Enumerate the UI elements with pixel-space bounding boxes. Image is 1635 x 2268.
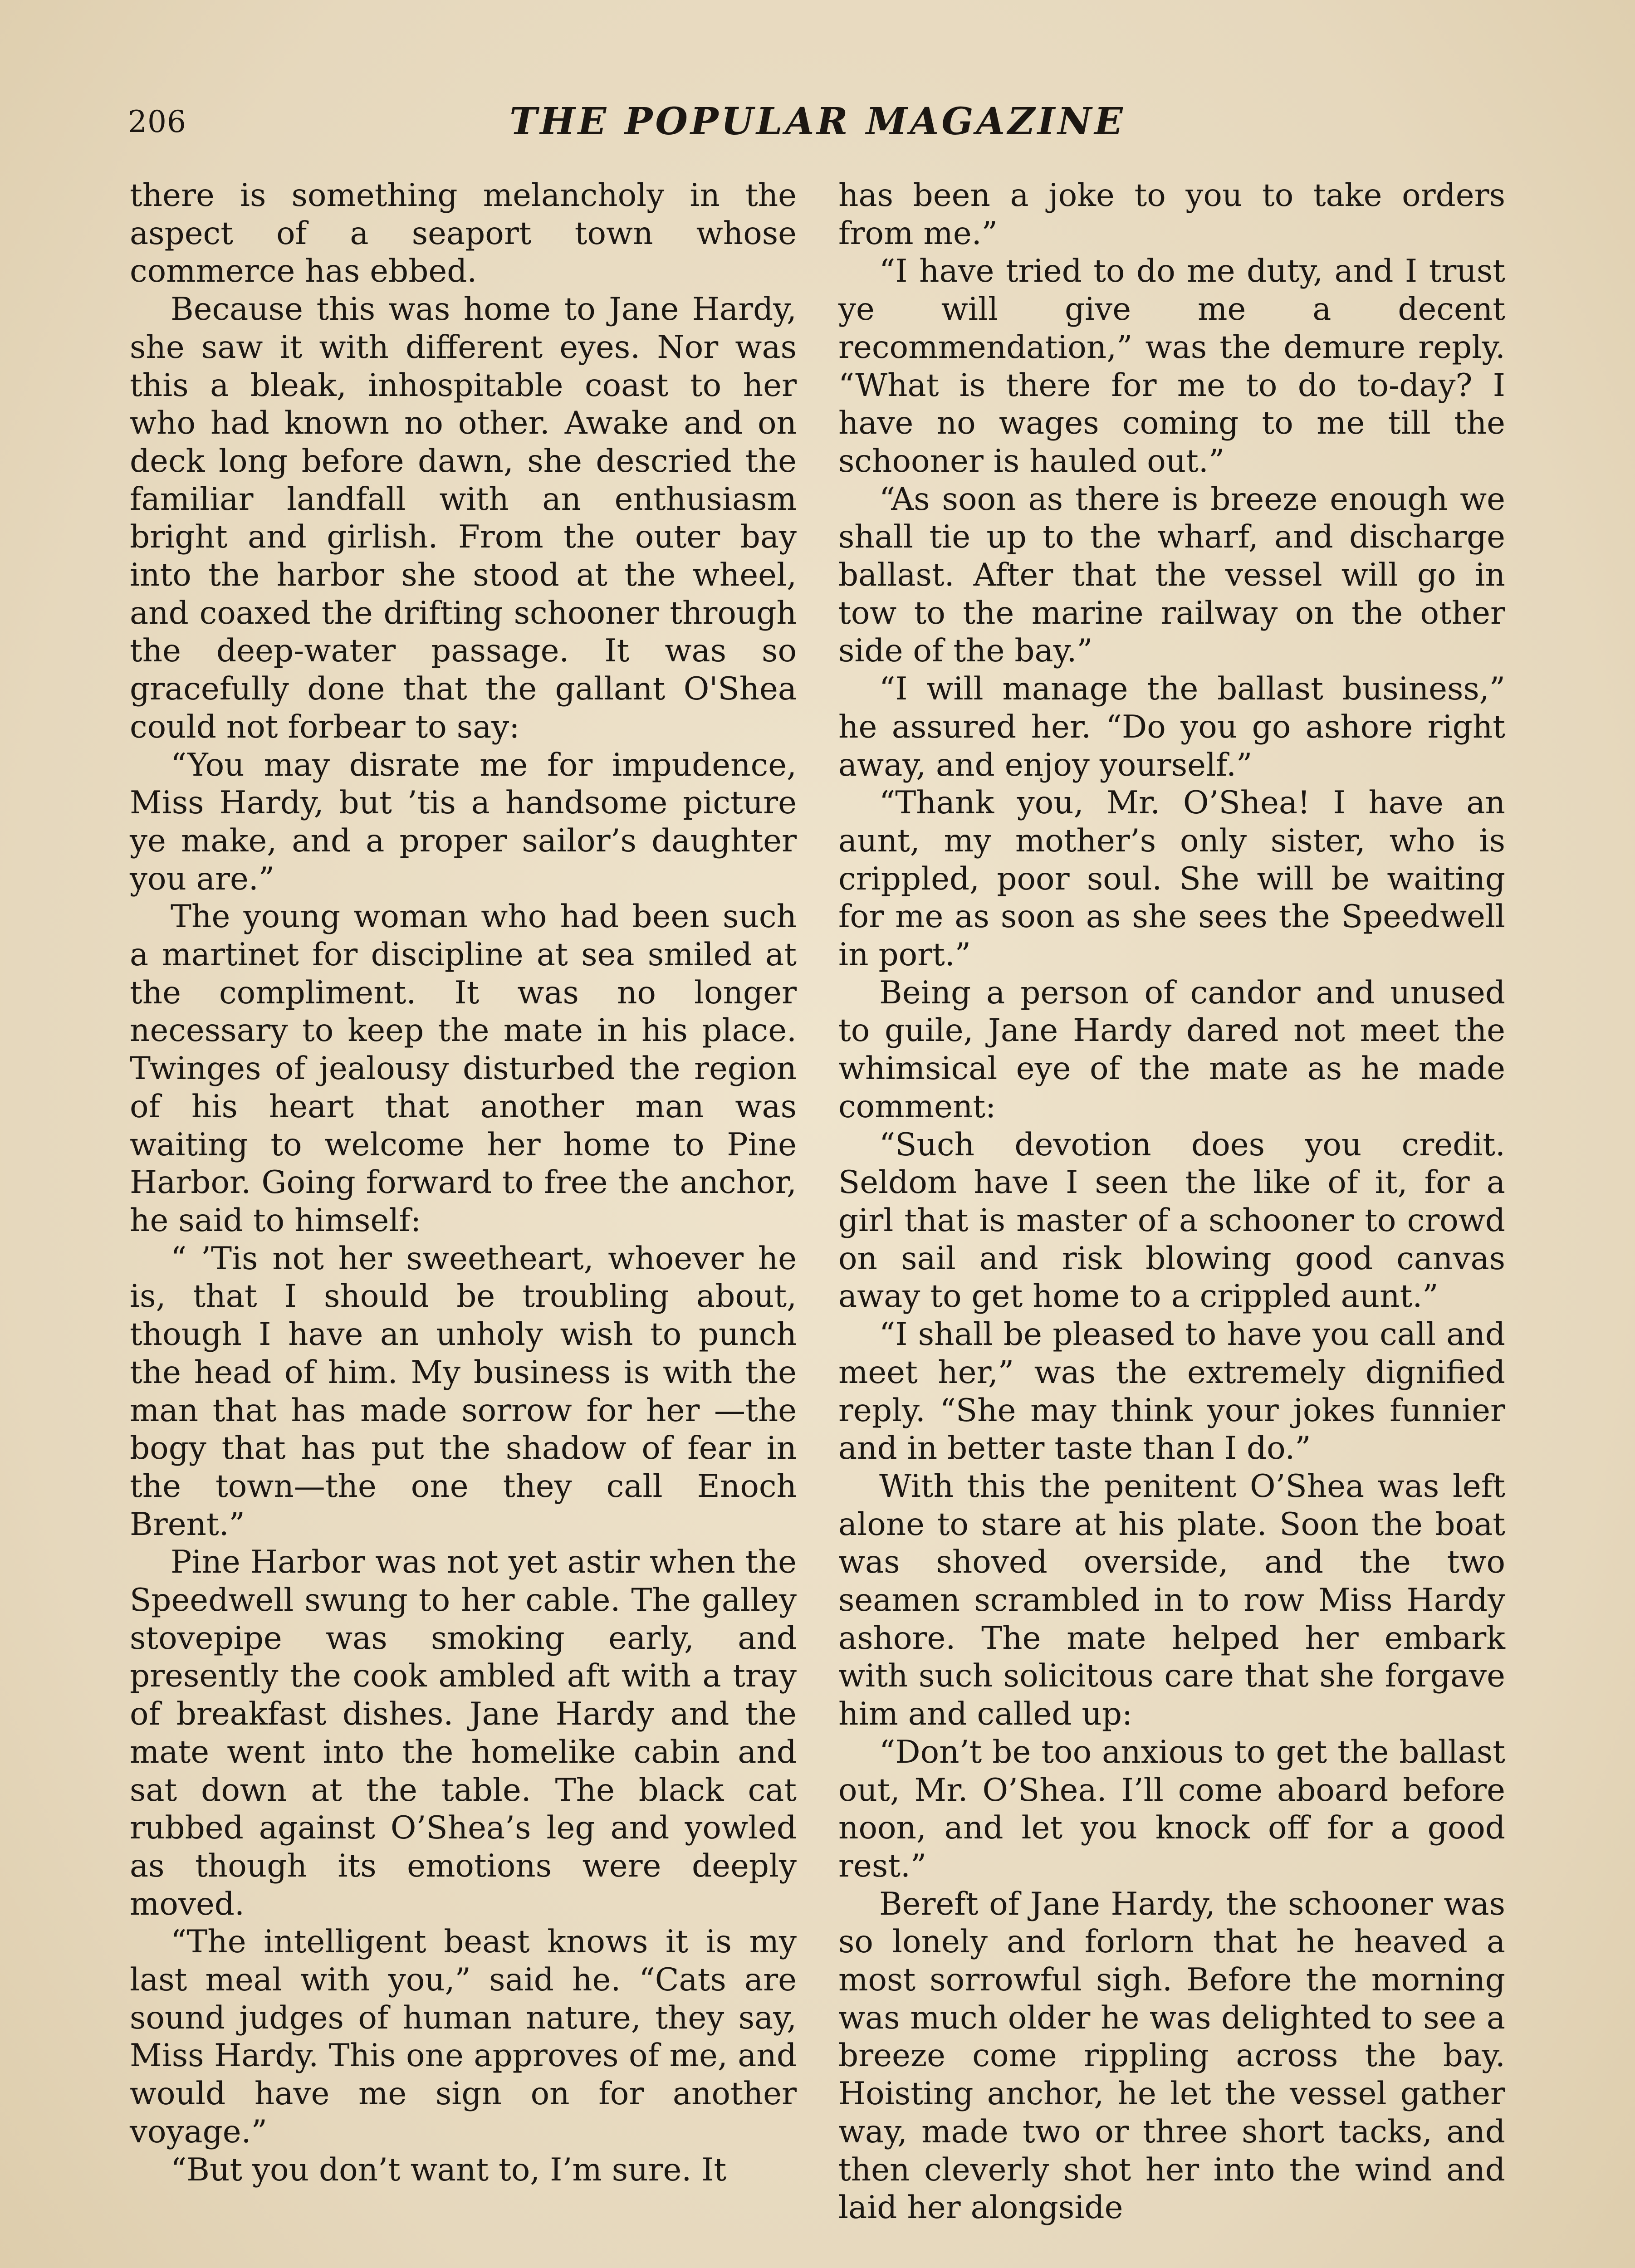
paragraph: “I shall be pleased to have you call and meet her,” was the extremely dignified reply. “She may think your jokes funnier and in better taste than I do.” [838,1316,1505,1467]
page-number: 206 [128,104,186,139]
paragraph: “But you don’t want to, I’m sure. It [171,2151,727,2188]
right-text-column [838,177,1505,2227]
left-text-column [130,177,797,2189]
paragraph: “Such devotion does you credit. Seldom have I seen the like of it, for a girl that is master of a schooner to crowd on sail and risk blowing good canvas away to get home to a crippled aunt.” [838,1126,1505,1315]
paragraph: Pine Harbor was not yet astir when the Speedwell swung to her cable. The galley stovepipe was smoking early, and presently the cook ambled aft with a tray of breakfast dishes. Jane Hardy and the mate went into the homelike cabin and sat down at the table. The black cat rubbed against O’Shea’s leg and yowled as though its emotions were deeply moved. [130,1544,797,1922]
paragraph: Because this was home to Jane Hardy, she saw it with different eyes. Nor was this a bleak, inhospitable coast to her who had known no other. Awake and on deck long before dawn, she descried the familiar landfall with an enthusiasm bright and girlish. From the outer bay into the harbor she stood at the wheel, and coaxed the drifting schooner through the deep-water passage. It was so gracefully done that the gallant O'Shea could not forbear to say: [130,291,797,745]
paragraph: “As soon as there is breeze enough we shall tie up to the wharf, and discharge ballast. After that the vessel will go in tow to the marine railway on the other side of the bay.” [838,481,1505,670]
paragraph: has been a joke to you to take orders from me.” [838,177,1505,252]
paragraph: “The intelligent beast knows it is my last meal with you,” said he. “Cats are sound judges of human nature, they say, Miss Hardy. This one approves of me, and would have me sign on for another voyage.” [130,1924,797,2150]
paragraph: there is something melancholy in the aspect of a seaport town whose commerce has ebbed. [130,177,797,290]
magazine-title: THE POPULAR MAGAZINE [509,100,1126,143]
paragraph: “I will manage the ballast business,” he assured her. “Do you go ashore right away, and enjoy yourself.” [838,671,1505,783]
paragraph: “I have tried to do me duty, and I trust ye will give me a decent recommendation,” was the demure reply. “What is there for me to do to-day? I have no wages coming to me till the schooner is hauled out.” [838,253,1505,479]
paragraph: Being a person of candor and unused to guile, Jane Hardy dared not meet the whimsical eye of the mate as he made comment: [838,974,1505,1125]
paragraph: With this the penitent O’Shea was left alone to stare at his plate. Soon the boat was shoved overside, and the two seamen scrambled in to row Miss Hardy ashore. The mate helped her embark with such solicitous care that she forgave him and called up: [838,1468,1505,1733]
paragraph: The young woman who had been such a martinet for discipline at sea smiled at the compliment. It was no longer necessary to keep the mate in his place. Twinges of jealousy disturbed the region of his heart that another man was waiting to welcome her home to Pine Harbor. Going forward to free the anchor, he said to himself: [130,899,797,1239]
paragraph: “Don’t be too anxious to get the ballast out, Mr. O’Shea. I’ll come aboard before noon, and let you knock off for a good rest.” [838,1734,1505,1884]
page-header [128,95,1507,150]
paragraph: Bereft of Jane Hardy, the schooner was so lonely and forlorn that he heaved a most sorrowful sigh. Before the morning was much older he was delighted to see a breeze come rippling across the bay. Hoisting anchor, he let the vessel gather way, made two or three short tacks, and then cleverly shot her into the wind and laid her alongside [838,1886,1505,2226]
paragraph: “You may disrate me for impudence, Miss Hardy, but ’tis a handsome picture ye make, and a proper sailor’s daughter you are.” [130,747,797,897]
paragraph: “ ’Tis not her sweetheart, whoever he is, that I should be troubling about, though I have an unholy wish to punch the head of him. My business is with the man that has made sorrow for her —the bogy that has put the shadow of fear in the town—the one they call Enoch Brent.” [130,1240,797,1543]
paragraph: “Thank you, Mr. O’Shea! I have an aunt, my mother’s only sister, who is crippled, poor soul. She will be waiting for me as soon as she sees the Speedwell in port.” [838,785,1505,973]
